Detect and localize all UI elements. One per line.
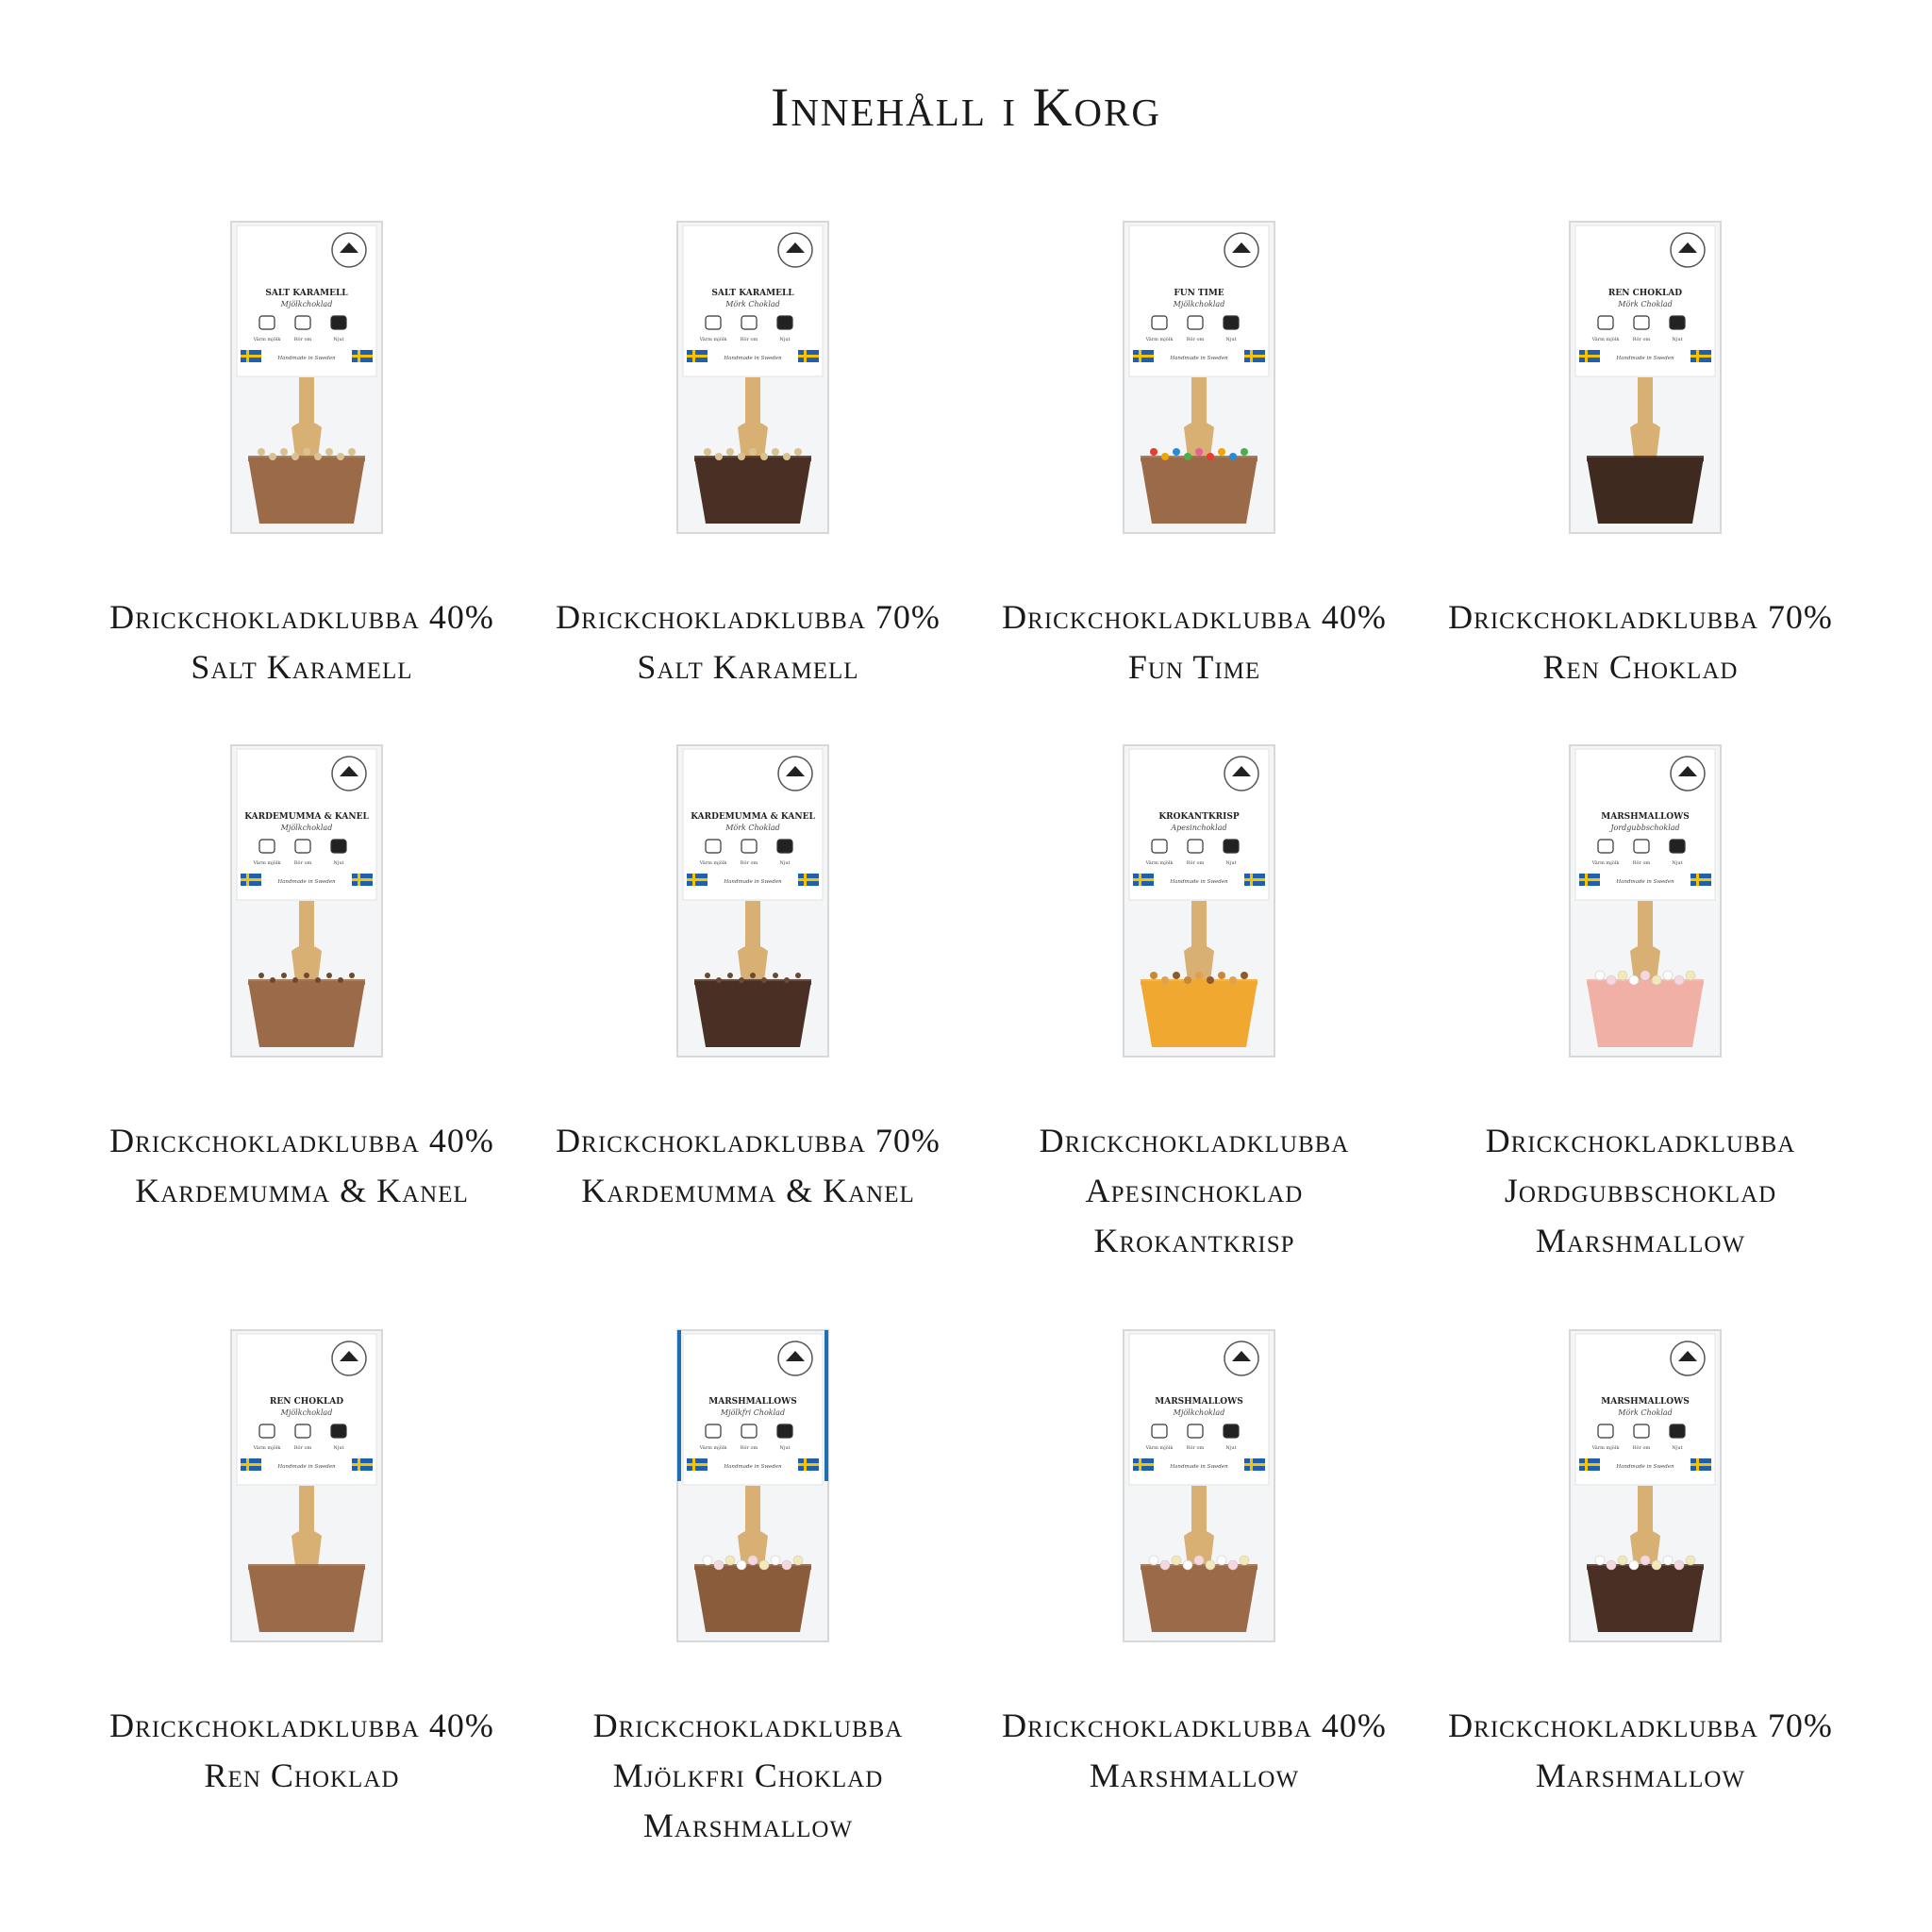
package-step-label: Rör om: [740, 337, 758, 342]
package-label-title: KARDEMUMMA & KANEL: [691, 812, 815, 822]
package-step-label: Värm mjölk: [253, 860, 281, 866]
package-label-footer: Handmade in Sweden: [724, 879, 782, 885]
product-name-line: Drickchokladklubba 70%: [556, 598, 941, 636]
product-name-line: Marshmallow: [1535, 1757, 1746, 1794]
chocolate-block: [1587, 1566, 1704, 1632]
cup-icon: [777, 1424, 792, 1438]
package-step-label: Njut: [1672, 860, 1683, 866]
product-name[interactable]: [94, 1116, 509, 1216]
cup-icon: [777, 316, 792, 329]
product-name-line: Salt Karamell: [637, 648, 859, 686]
package-label-footer: Handmade in Sweden: [1616, 879, 1674, 885]
cup-icon: [259, 1424, 275, 1438]
cup-icon: [741, 1424, 757, 1438]
product-name-line: Drickchokladklubba 70%: [1448, 1707, 1833, 1744]
product-name-line: Kardemumma & Kanel: [581, 1172, 915, 1209]
product-name-line: Kardemumma & Kanel: [135, 1172, 469, 1209]
product-name[interactable]: [541, 592, 956, 692]
cup-icon: [1188, 1424, 1203, 1438]
package-step-label: Rör om: [293, 860, 312, 866]
package-step-label: Njut: [1225, 860, 1237, 866]
cup-icon: [1224, 1424, 1239, 1438]
package-step-label: Njut: [1225, 337, 1237, 342]
package-label-subtitle: Apesinchoklad: [1171, 824, 1227, 832]
cup-icon: [1634, 316, 1649, 329]
product-package-image: [94, 741, 509, 1080]
package-label-footer: Handmade in Sweden: [724, 356, 782, 361]
product-name-line: Marshmallow: [642, 1807, 854, 1844]
package-step-label: Njut: [333, 337, 344, 342]
chocolate-block: [1141, 458, 1257, 524]
cup-icon: [741, 840, 757, 853]
chocolate-block: [694, 1566, 811, 1632]
package-step-label: Njut: [1225, 1445, 1237, 1451]
cup-icon: [331, 316, 346, 329]
package-bag-edge: [824, 1330, 828, 1481]
product-name[interactable]: [987, 1116, 1402, 1266]
package-label-footer: Handmade in Sweden: [724, 1464, 782, 1470]
cup-icon: [295, 1424, 310, 1438]
product-package-image: [94, 1325, 509, 1665]
chocolate-block: [1587, 981, 1704, 1047]
product-name-line: Salt Karamell: [191, 648, 413, 686]
product-name-line: Drickchokladklubba: [592, 1707, 904, 1744]
product-name-line: Drickchokladklubba: [1039, 1122, 1350, 1159]
product-name[interactable]: [94, 592, 509, 692]
package-step-label: Värm mjölk: [1591, 860, 1620, 866]
package-label-footer: Handmade in Sweden: [1616, 356, 1674, 361]
product-name-line: Drickchokladklubba 40%: [1002, 1707, 1387, 1744]
package-label-title: MARSHMALLOWS: [708, 1397, 797, 1407]
cup-icon: [259, 840, 275, 853]
package-label-footer: Handmade in Sweden: [1616, 1464, 1674, 1470]
package-label-title: KARDEMUMMA & KANEL: [244, 812, 369, 822]
product-name-line: Fun Time: [1127, 648, 1261, 686]
package-label-subtitle: Mjölkchoklad: [1173, 1408, 1225, 1417]
product-card[interactable]: [94, 741, 509, 1344]
package-label-subtitle: Jordgubbschoklad: [1610, 824, 1680, 832]
package-step-label: Rör om: [1632, 860, 1651, 866]
cup-icon: [1634, 840, 1649, 853]
package-label-title: SALT KARAMELL: [711, 289, 794, 298]
package-label-subtitle: Mörk Choklad: [1618, 300, 1673, 308]
cup-icon: [741, 316, 757, 329]
product-card[interactable]: [1433, 741, 1848, 1344]
product-card[interactable]: [987, 1325, 1402, 1929]
chocolate-block: [248, 1566, 365, 1632]
product-name[interactable]: [1433, 592, 1848, 692]
cup-icon: [331, 840, 346, 853]
package-label-footer: Handmade in Sweden: [1170, 879, 1228, 885]
cup-icon: [1670, 1424, 1685, 1438]
cup-icon: [1188, 840, 1203, 853]
package-label-subtitle: Mjölkfri Choklad: [720, 1408, 786, 1417]
product-name-line: Marshmallow: [1535, 1222, 1746, 1259]
product-package-image: [94, 217, 509, 557]
package-label-footer: Handmade in Sweden: [1170, 1464, 1228, 1470]
cup-icon: [1152, 1424, 1167, 1438]
package-label-subtitle: Mörk Choklad: [725, 824, 780, 832]
package-label-subtitle: Mjölkchoklad: [280, 824, 333, 832]
package-label-title: FUN TIME: [1174, 289, 1224, 298]
product-card[interactable]: [541, 217, 956, 821]
package-step-label: Njut: [779, 860, 791, 866]
package-step-label: Njut: [333, 860, 344, 866]
product-name-line: Ren Choklad: [1542, 648, 1739, 686]
package-step-label: Rör om: [293, 337, 312, 342]
cup-icon: [1670, 840, 1685, 853]
package-step-label: Rör om: [1186, 860, 1205, 866]
package-label-title: MARSHMALLOWS: [1601, 812, 1690, 822]
package-label-title: REN CHOKLAD: [1607, 289, 1683, 298]
package-step-label: Rör om: [740, 1445, 758, 1451]
chocolate-block: [248, 981, 365, 1047]
product-card[interactable]: [1433, 1325, 1848, 1929]
cup-icon: [706, 840, 721, 853]
cup-icon: [295, 840, 310, 853]
chocolate-block: [1587, 458, 1704, 524]
package-step-label: Värm mjölk: [699, 1445, 727, 1451]
package-step-label: Njut: [333, 1445, 344, 1451]
page-title: Innehåll i Korg: [771, 76, 1161, 138]
chocolate-block: [1141, 1566, 1257, 1632]
cup-icon: [1598, 840, 1613, 853]
package-step-label: Värm mjölk: [1145, 860, 1174, 866]
package-step-label: Värm mjölk: [1591, 337, 1620, 342]
product-name-line: Drickchokladklubba 40%: [1002, 598, 1387, 636]
package-step-label: Värm mjölk: [699, 337, 727, 342]
product-name-line: Drickchokladklubba 70%: [556, 1122, 941, 1159]
package-label-subtitle: Mörk Choklad: [725, 300, 780, 308]
package-label-title: REN CHOKLAD: [269, 1397, 344, 1407]
package-label-footer: Handmade in Sweden: [277, 356, 336, 361]
package-step-label: Rör om: [1186, 1445, 1205, 1451]
package-label-footer: Handmade in Sweden: [277, 879, 336, 885]
cup-icon: [1670, 316, 1685, 329]
product-name-line: Drickchokladklubba 40%: [109, 1122, 494, 1159]
product-name-line: Jordgubbschoklad: [1504, 1172, 1777, 1209]
package-step-label: Värm mjölk: [1145, 1445, 1174, 1451]
product-name-line: Drickchokladklubba 40%: [109, 1707, 494, 1744]
product-card[interactable]: [1433, 217, 1848, 821]
product-card[interactable]: [94, 1325, 509, 1929]
package-step-label: Rör om: [293, 1445, 312, 1451]
package-step-label: Värm mjölk: [1145, 337, 1174, 342]
chocolate-block: [694, 981, 811, 1047]
package-step-label: Värm mjölk: [1591, 1445, 1620, 1451]
cup-icon: [331, 1424, 346, 1438]
package-label-title: SALT KARAMELL: [265, 289, 348, 298]
product-package-image: [541, 741, 956, 1080]
package-step-label: Rör om: [1186, 337, 1205, 342]
package-step-label: Rör om: [740, 860, 758, 866]
cup-icon: [1224, 840, 1239, 853]
product-name[interactable]: [541, 1701, 956, 1851]
package-step-label: Njut: [1672, 337, 1683, 342]
product-package-image: [987, 1325, 1402, 1665]
package-label-title: MARSHMALLOWS: [1601, 1397, 1690, 1407]
package-step-label: Värm mjölk: [699, 860, 727, 866]
product-name[interactable]: [541, 1116, 956, 1216]
product-name-line: Drickchokladklubba: [1485, 1122, 1796, 1159]
package-label-subtitle: Mörk Choklad: [1618, 1408, 1673, 1417]
product-name[interactable]: [94, 1701, 509, 1801]
package-label-footer: Handmade in Sweden: [1170, 356, 1228, 361]
package-step-label: Njut: [779, 1445, 791, 1451]
package-label-subtitle: Mjölkchoklad: [1173, 300, 1225, 308]
cup-icon: [295, 316, 310, 329]
package-bag-edge: [677, 1330, 681, 1481]
product-package-image: [1433, 1325, 1848, 1665]
cup-icon: [1152, 840, 1167, 853]
package-label-title: MARSHMALLOWS: [1155, 1397, 1243, 1407]
product-name-line: Drickchokladklubba 70%: [1448, 598, 1833, 636]
cup-icon: [706, 1424, 721, 1438]
package-label-subtitle: Mjölkchoklad: [280, 1408, 333, 1417]
cup-icon: [259, 316, 275, 329]
cup-icon: [777, 840, 792, 853]
chocolate-block: [1141, 981, 1257, 1047]
package-label-subtitle: Mjölkchoklad: [280, 300, 333, 308]
product-package-image: [1433, 741, 1848, 1080]
product-package-image: [541, 1325, 956, 1665]
chocolate-block: [248, 458, 365, 524]
product-card[interactable]: [541, 741, 956, 1344]
package-step-label: Värm mjölk: [253, 1445, 281, 1451]
product-package-image: [1433, 217, 1848, 557]
cup-icon: [1188, 316, 1203, 329]
package-step-label: Njut: [779, 337, 791, 342]
cup-icon: [1598, 1424, 1613, 1438]
chocolate-block: [694, 458, 811, 524]
product-name-line: Drickchokladklubba 40%: [109, 598, 494, 636]
package-step-label: Värm mjölk: [253, 337, 281, 342]
package-step-label: Njut: [1672, 1445, 1683, 1451]
package-label-footer: Handmade in Sweden: [277, 1464, 336, 1470]
product-name[interactable]: [987, 1701, 1402, 1801]
product-name-line: Krokantkrisp: [1093, 1222, 1295, 1259]
package-step-label: Rör om: [1632, 337, 1651, 342]
product-card[interactable]: [987, 741, 1402, 1344]
product-name-line: Ren Choklad: [204, 1757, 400, 1794]
product-name-line: Mjölkfri Choklad: [612, 1757, 884, 1794]
product-package-image: [541, 217, 956, 557]
cup-icon: [706, 316, 721, 329]
product-name-line: Apesinchoklad: [1085, 1172, 1304, 1209]
product-name[interactable]: [987, 592, 1402, 692]
product-card[interactable]: [987, 217, 1402, 821]
product-card[interactable]: [541, 1325, 956, 1929]
cup-icon: [1152, 316, 1167, 329]
package-step-label: Rör om: [1632, 1445, 1651, 1451]
product-card[interactable]: [94, 217, 509, 821]
cup-icon: [1634, 1424, 1649, 1438]
package-label-title: KROKANTKRISP: [1158, 812, 1240, 822]
product-package-image: [987, 741, 1402, 1080]
cup-icon: [1224, 316, 1239, 329]
product-name[interactable]: [1433, 1701, 1848, 1801]
product-package-image: [987, 217, 1402, 557]
product-name-line: Marshmallow: [1089, 1757, 1300, 1794]
cup-icon: [1598, 316, 1613, 329]
product-name[interactable]: [1433, 1116, 1848, 1266]
